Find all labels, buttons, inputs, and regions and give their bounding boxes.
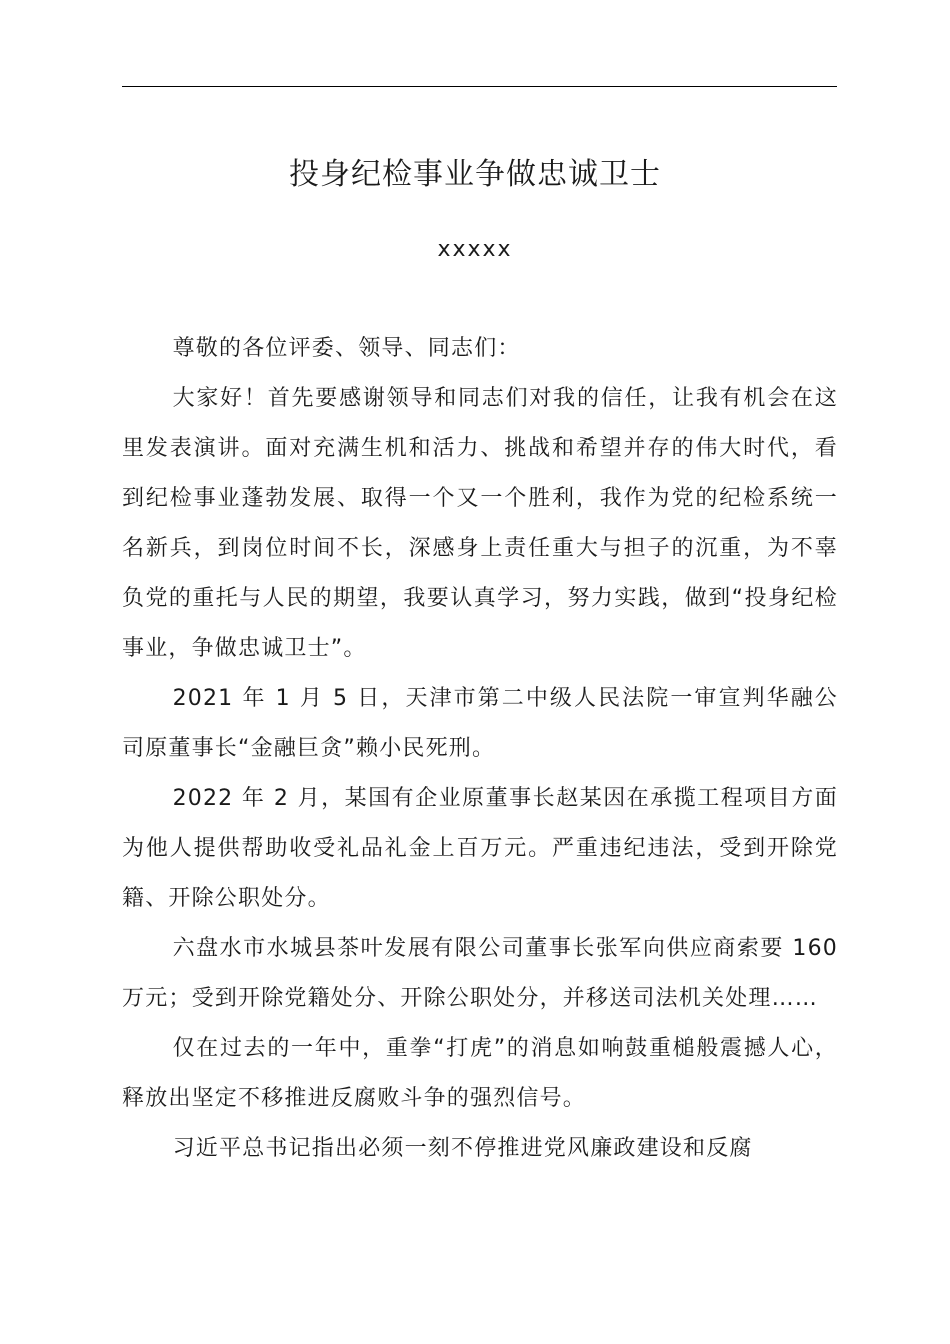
body-paragraph: 习近平总书记指出必须一刻不停推进党风廉政建设和反腐 [172, 1136, 753, 1161]
body-paragraph: 2022 年 2 月，某国有企业原董事长赵某因在承揽工程项目方面为他人提供帮助收受礼品礼金上百万元。严重违纪违法，受到开除党籍、开除公职处分。 [122, 786, 838, 911]
body-paragraph: 仅在过去的一年中，重拳“打虎”的消息如响鼓重槌般震撼人心，释放出坚定不移推进反腐败斗争的强烈信号。 [122, 1036, 838, 1111]
body-paragraph: 六盘水市水城县茶叶发展有限公司董事长张军向供应商索要 160 万元；受到开除党籍处分、开除公职处分，并移送司法机关处理…… [122, 936, 838, 1011]
header-rule [122, 86, 837, 87]
body-paragraph: 2021 年 1 月 5 日，天津市第二中级人民法院一审宣判华融公司原董事长“金融巨贪”赖小民死刑。 [122, 686, 838, 761]
document-author: xxxxx [437, 237, 513, 262]
document-body [122, 324, 838, 1174]
document-title: 投身纪检事业争做忠诚卫士 [289, 157, 661, 192]
body-paragraph: 大家好！首先要感谢领导和同志们对我的信任，让我有机会在这里发表演讲。面对充满生机和活力、挑战和希望并存的伟大时代，看到纪检事业蓬勃发展、取得一个又一个胜利，我作为党的纪检系统一名新兵，到岗位时间不长，深感身上责任重大与担子的沉重，为不辜负党的重托与人民的期望，我要认真学习，努力实践，做到“投身纪检事业，争做忠诚卫士”。 [122, 386, 838, 661]
salutation-paragraph: 尊敬的各位评委、领导、同志们： [172, 336, 521, 361]
